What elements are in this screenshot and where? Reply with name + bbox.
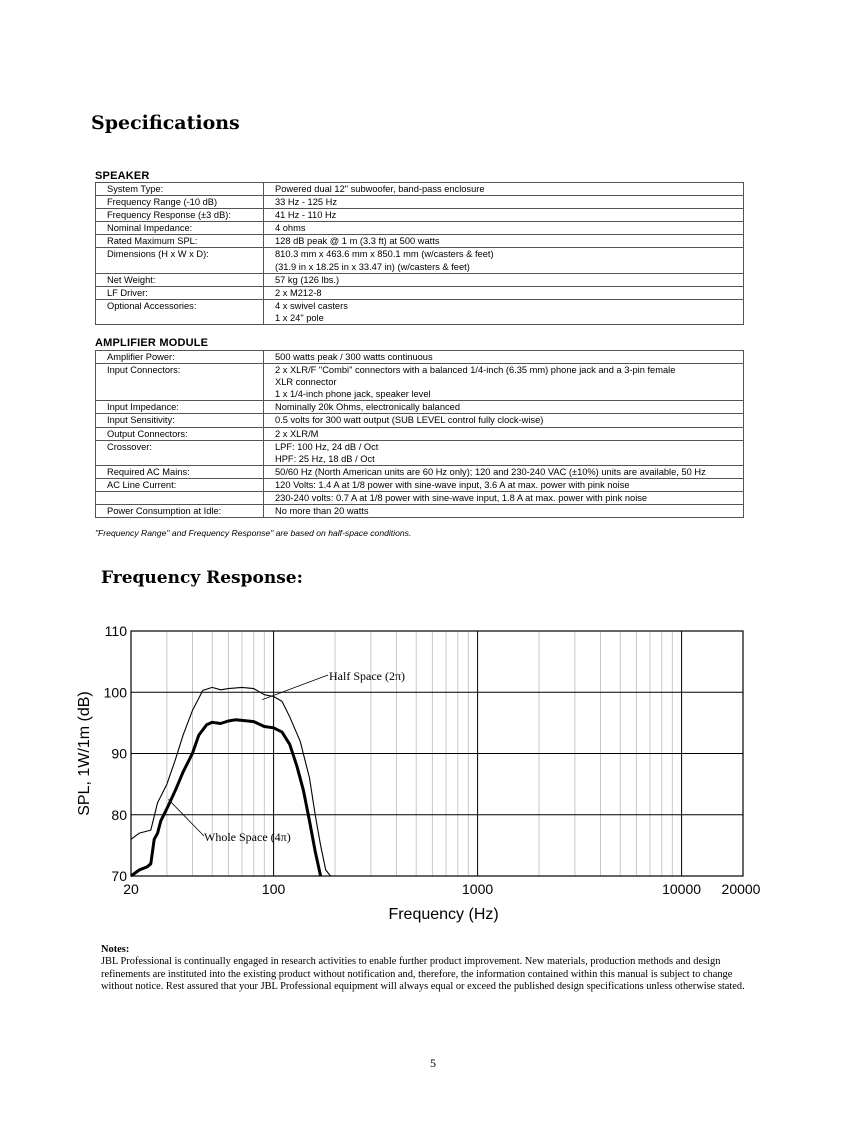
speaker-spec-value: 4 ohms [264,222,744,235]
amp-spec-value: XLR connector [275,377,337,388]
x-tick-label: 20000 [721,881,761,897]
speaker-spec-row [96,196,744,209]
x-tick-label: 20 [123,881,139,897]
page-title: Specifications [91,112,240,134]
amp-spec-value: Nominally 20k Ohms, electronically balanced [264,401,744,414]
half-space-label: Half Space (2π) [329,669,406,683]
speaker-spec-value: 128 dB peak @ 1 m (3.3 ft) at 500 watts [264,235,744,248]
half-space-leader [262,675,328,700]
amp-spec-value: 230-240 volts: 0.7 A at 1/8 power with sine-wave input, 1.8 A at max. power with pink noise [264,492,744,505]
y-tick-label: 100 [103,684,127,701]
speaker-spec-row [96,235,744,248]
speaker-spec-table [95,182,744,325]
amp-spec-row [96,465,744,478]
amp-spec-value: 2 x XLR/M [264,427,744,440]
amp-spec-value: 0.5 volts for 300 watt output (SUB LEVEL control fully clock-wise) [264,414,744,427]
y-tick-label: 80 [111,806,127,823]
notes-text: JBL Professional is continually engaged in research activities to enable further product improvement. New materials, production methods and design refinements are instituted into the existing product without notification and, therefore, the information contained within this manual is subject to change without notice. Rest assured that your JBL Professional equipment will always equal or exceed the published design specifications unless otherwise stated. [101,956,745,992]
x-tick-label: 1000 [462,881,494,897]
amp-spec-label: Input Connectors: [96,364,264,377]
amp-spec-value: 120 Volts: 1.4 A at 1/8 power with sine-wave input, 3.6 A at max. power with pink noise [264,478,744,491]
amp-spec-value: 2 x XLR/F "Combi" connectors with a balanced 1/4-inch (6.35 mm) phone jack and a 3-pin female [264,364,744,377]
speaker-spec-value: (31.9 in x 18.25 in x 33.47 in) (w/casters & feet) [275,261,470,272]
amp-spec-row [96,414,744,427]
amp-spec-label: Required AC Mains: [96,465,264,478]
x-tick-label: 100 [261,881,286,897]
speaker-spec-row [96,312,744,325]
speaker-spec-value: 2 x M212-8 [264,286,744,299]
speaker-spec-label: System Type: [96,183,264,196]
amp-spec-label: Crossover: [96,440,264,453]
series-annotations [168,669,405,844]
amp-spec-label: Input Impedance: [96,401,264,414]
amp-spec-value: 1 x 1/4-inch phone jack, speaker level [275,389,431,400]
amp-spec-row [96,478,744,491]
amp-spec-label: Output Connectors: [96,427,264,440]
footnote: "Frequency Range" and Frequency Response" are based on half-space conditions. [95,528,412,538]
amp-spec-value: 50/60 Hz (North American units are 60 Hz only); 120 and 230-240 VAC (±10%) units are available, 50 Hz [264,465,744,478]
speaker-spec-row [96,222,744,235]
amp-spec-label: AC Line Current: [96,478,264,491]
y-tick-labels [104,623,128,884]
speaker-spec-label [96,261,264,274]
frequency-response-chart [0,600,866,930]
amp-spec-row [96,505,744,518]
page-number: 5 [430,1056,436,1070]
speaker-spec-label: LF Driver: [96,286,264,299]
speaker-spec-label: Frequency Response (±3 dB): [96,209,264,222]
speaker-spec-row [96,273,744,286]
amp-spec-label: Power Consumption at Idle: [96,505,264,518]
speaker-spec-value: 1 x 24" pole [275,312,324,323]
notes-heading: Notes: [101,944,130,955]
frequency-response-title: Frequency Response: [101,568,303,588]
amp-spec-row [96,492,744,505]
amp-spec-row [96,427,744,440]
amp-spec-row [96,376,744,388]
amp-spec-row [96,453,744,466]
amp-spec-row [96,401,744,414]
amp-spec-label: Amplifier Power: [96,351,264,364]
amplifier-spec-table [95,350,744,518]
amp-spec-label: Input Sensitivity: [96,414,264,427]
amp-spec-label [96,492,264,505]
speaker-spec-label: Frequency Range (-10 dB) [96,196,264,209]
speaker-spec-row [96,261,744,274]
amp-spec-row [96,364,744,377]
speaker-spec-label: Dimensions (H x W x D): [96,248,264,261]
speaker-spec-row [96,183,744,196]
speaker-spec-value: Powered dual 12" subwoofer, band-pass enclosure [275,184,485,194]
y-axis-label: SPL, 1W/1m (dB) [76,691,93,816]
speaker-spec-row [96,209,744,222]
speaker-spec-label: Rated Maximum SPL: [96,235,264,248]
amp-spec-value: No more than 20 watts [264,505,744,518]
amp-spec-row [96,440,744,453]
whole-space-leader [168,799,204,836]
amp-spec-label [96,376,264,388]
speaker-spec-label [96,312,264,325]
speaker-spec-label: Nominal Impedance: [96,222,264,235]
speaker-spec-label: Optional Accessories: [96,299,264,312]
amp-spec-value: LPF: 100 Hz, 24 dB / Oct [264,440,744,453]
amp-spec-row [96,388,744,401]
x-tick-label: 10000 [662,881,702,897]
y-tick-label: 90 [111,745,127,762]
whole-space-label: Whole Space (4π) [204,830,291,844]
speaker-spec-value: 57 kg (126 lbs.) [264,273,744,286]
amplifier-heading: AMPLIFIER MODULE [95,337,209,349]
speaker-spec-value: 41 Hz - 110 Hz [264,209,744,222]
x-tick-labels [123,881,760,897]
y-tick-label: 110 [104,623,127,639]
speaker-spec-label: Net Weight: [96,273,264,286]
amp-spec-value: 500 watts peak / 300 watts continuous [275,352,433,362]
speaker-spec-row [96,299,744,312]
amp-spec-label [96,388,264,401]
speaker-heading: SPEAKER [95,170,150,182]
notes [101,944,751,993]
speaker-spec-value: 33 Hz - 125 Hz [264,196,744,209]
speaker-spec-row [96,248,744,261]
amp-spec-row [96,351,744,364]
amp-spec-label [96,453,264,466]
speaker-spec-row [96,286,744,299]
x-axis-label: Frequency (Hz) [388,906,499,923]
speaker-spec-value: 810.3 mm x 463.6 mm x 850.1 mm (w/casters & feet) [264,248,744,261]
y-tick-label: 70 [111,868,127,884]
series-lines [131,687,331,876]
speaker-spec-value: 4 x swivel casters [264,299,744,312]
amp-spec-value: HPF: 25 Hz, 18 dB / Oct [275,453,375,464]
